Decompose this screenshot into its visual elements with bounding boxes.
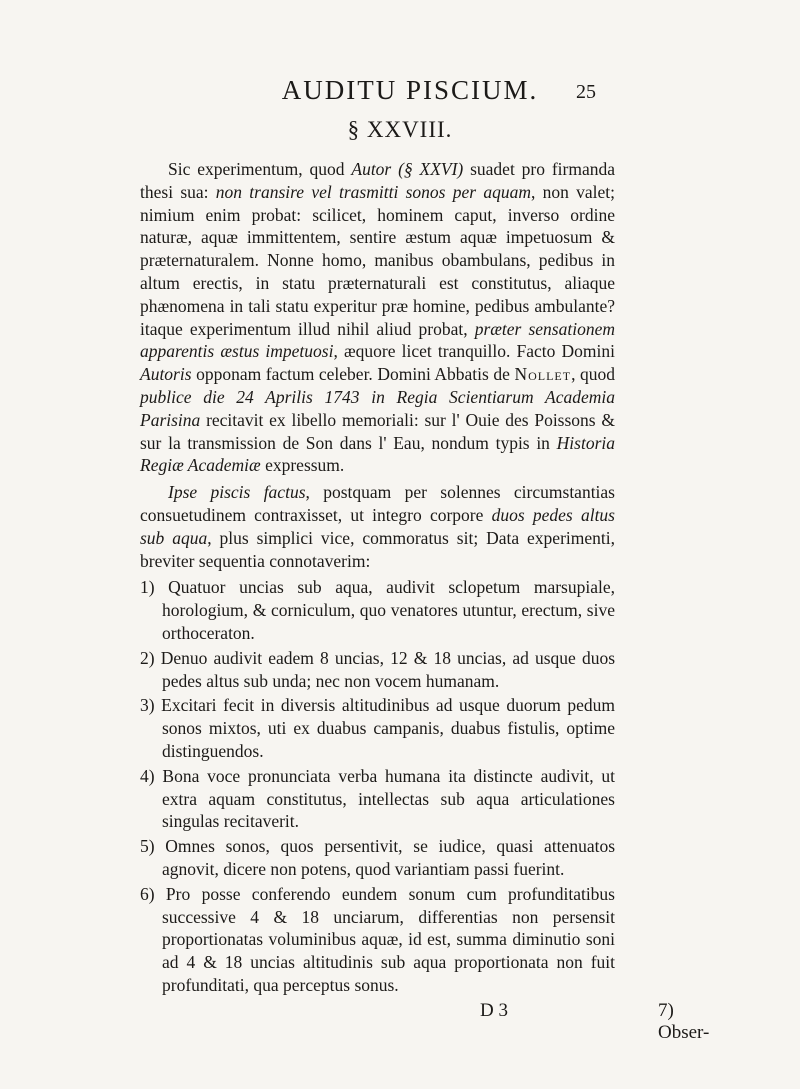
italic-run: Autor (§ XXVI) <box>351 159 464 179</box>
list-item <box>140 694 615 762</box>
item-number: 2) <box>140 647 155 668</box>
item-text: Quatuor uncias sub aqua, audivit sclopetum marsupiale, horologium, & corniculum, quo venatores utuntur, erectum, sive orthoceraton. <box>162 577 616 643</box>
italic-run: publice die 24 Aprilis 1743 in Regia Scientiarum Academia Parisina <box>140 386 615 430</box>
numbered-list <box>140 576 615 996</box>
item-number: 3) <box>140 695 155 716</box>
text-run: , plus simplici vice, commoratus sit; Data experimenti, breviter sequentia connotaverim: <box>140 527 615 571</box>
text-run: , æquore licet tranquillo. Facto Domini <box>333 341 615 362</box>
paragraph-1 <box>140 158 615 477</box>
text-run: suadet pro firmanda thesi sua: <box>140 159 615 202</box>
item-number: 4) <box>140 765 155 786</box>
italic-run: duos pedes altus sub aqua <box>140 504 615 548</box>
text-run: , postquam per solennes circumstantias consuetudinem contraxisset, ut integro corpore <box>140 482 615 525</box>
list-item <box>140 647 615 693</box>
item-text: Bona voce pronunciata verba humana ita distincte audivit, ut extra aquam constitutus, intellectas sub aqua articulationes singulas recitaverit. <box>162 765 616 832</box>
list-item <box>140 765 615 833</box>
italic-run: Historia Regiæ Academiæ <box>140 432 615 476</box>
paragraph-2 <box>140 481 615 572</box>
item-number: 5) <box>140 836 155 857</box>
text-run: , non valet; nimium enim probat: scilicet, hominem caput, inverso ordine naturæ, aquæ immittentem, sentire æstum aquæ impetuosum & præternaturalem. Nonne homo, manibus obambulans, pedibus in altum erectis, in statu præternaturali est constitutus, aliaque phænomena in tali statu experitur præ homine, pedibus ambulante? itaque experimentum illud nihil aliud probat, <box>140 181 615 339</box>
page-number: 25 <box>576 81 596 103</box>
list-item <box>140 835 615 881</box>
item-number: 6) <box>140 883 155 904</box>
catchword: 7) Obser- <box>658 1000 710 1043</box>
italic-run: non transire vel trasmitti sonos per aquam <box>215 181 531 202</box>
item-text: Excitari fecit in diversis altitudinibus ad usque duorum pedum sonos mixtos, uti ex duabus campanis, duabus fistulis, optime distinguendos. <box>161 695 615 761</box>
body-text <box>140 158 615 999</box>
text-run: recitavit ex libello memoriali: sur l' Ouie des Poissons & sur la transmission de Son dans l' Eau, nondum typis in <box>140 409 615 453</box>
item-text: Omnes sonos, quos persentivit, se iudice, quasi attenuatos agnovit, dicere non potens, quod variantiam passi fuerint. <box>162 836 616 879</box>
list-item <box>140 883 615 997</box>
page-header <box>0 75 800 109</box>
signature-mark: D 3 <box>480 1000 508 1021</box>
text-run: opponam factum celeber. Domini Abbatis de <box>191 364 515 385</box>
running-head: AUDITU PISCIUM. <box>281 75 539 105</box>
item-number: 1) <box>140 577 155 598</box>
text-run: Sic experimentum, quod <box>168 159 352 179</box>
section-title: § XXVIII. <box>347 117 453 142</box>
item-text: Denuo audivit eadem 8 uncias, 12 & 18 uncias, ad usque duos pedes altus sub unda; nec non vocem humanam. <box>160 647 616 691</box>
italic-run: Autoris <box>140 364 192 385</box>
italic-run: Ipse piscis factus <box>168 482 306 503</box>
small-caps-run: Nollet <box>514 364 572 385</box>
italic-run: præter sensationem apparentis æstus impetuosi <box>140 318 615 362</box>
page-footer <box>140 1000 710 1043</box>
text-run: , quod <box>571 364 615 385</box>
text-run: expressum. <box>260 455 345 476</box>
item-text: Pro posse conferendo eundem sonum cum profunditatibus successive 4 & 18 unciarum, differentias non persensit proportionatas voluminibus aquæ, id est, summa diminutio soni ad 4 & 18 uncias altitudinis sub aqua proportionata non fuit profunditati, qua perceptus sonus. <box>162 883 615 995</box>
list-item <box>140 576 615 644</box>
